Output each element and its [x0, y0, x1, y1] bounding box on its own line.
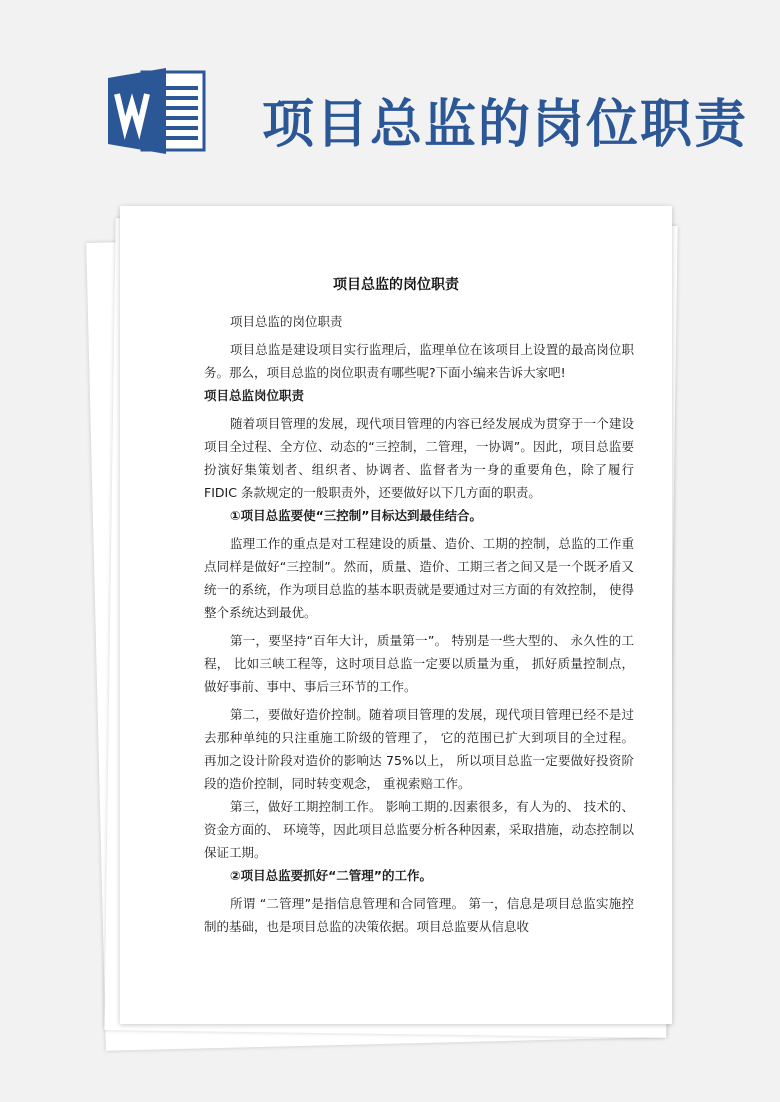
sub-heading: ①项目总监要使“三控制”目标达到最佳结合。	[230, 508, 483, 523]
paragraph: 所谓 “二管理”是指信息管理和合同管理。 第一，信息是项目总监实施控制的基础，也是项目总监的决策依据。项目总监要从信息收	[204, 896, 634, 934]
page-title: 项目总监的岗位职责	[262, 95, 749, 155]
paragraph: 项目总监的岗位职责	[230, 314, 343, 329]
section-heading: 项目总监岗位职责	[204, 388, 305, 403]
header	[0, 0, 780, 190]
document-page	[120, 206, 672, 1024]
document-body	[204, 310, 634, 938]
sub-heading: ②项目总监要抓好“二管理”的工作。	[230, 868, 433, 883]
document-title: 项目总监的岗位职责	[333, 277, 459, 293]
paragraph: 第三，做好工期控制工作。 影响工期的.因素很多，有人为的、 技术的、 资金方面的、 环境等，因此项目总监要分析各种因素，采取措施，动态控制以保证工期。	[204, 799, 634, 860]
word-document-icon	[108, 66, 208, 156]
paragraph: 第二，要做好造价控制。随着项目管理的发展，现代项目管理已经不是过去那种单纯的只注重施工阶级的管理了， 它的范围已扩大到项目的全过程。 再加之设计阶段对造价的影响达 75%以上， 所以项目总监一定要做好投资阶段的造价控制，同时转变观念， 重视索赔工作。	[204, 707, 634, 791]
paragraph: 项目总监是建设项目实行监理后，监理单位在该项目上设置的最高岗位职务。那么，项目总监的岗位职责有哪些呢?下面小编来告诉大家吧!	[204, 342, 634, 380]
paragraph: 监理工作的重点是对工程建设的质量、造价、工期的控制，总监的工作重点同样是做好“三控制”。然而，质量、造价、工期三者之间又是一个既矛盾又统一的系统，作为项目总监的基本职责就是要通过对三方面的有效控制， 使得整个系统达到最优。	[204, 536, 634, 620]
paragraph: 随着项目管理的发展，现代项目管理的内容已经发展成为贯穿于一个建设项目全过程、全方位、动态的“三控制，二管理，一协调”。因此，项目总监要扮演好集策划者、组织者、协调者、监督者为一身的重要角色，除了履行 FIDIC 条款规定的一般职责外，还要做好以下几方面的职责。	[204, 416, 634, 500]
paragraph: 第一，要坚持“百年大计，质量第一”。 特别是一些大型的、 永久性的工程， 比如三峡工程等，这时项目总监一定要以质量为重， 抓好质量控制点，做好事前、事中、事后三环节的工作。	[204, 633, 634, 694]
